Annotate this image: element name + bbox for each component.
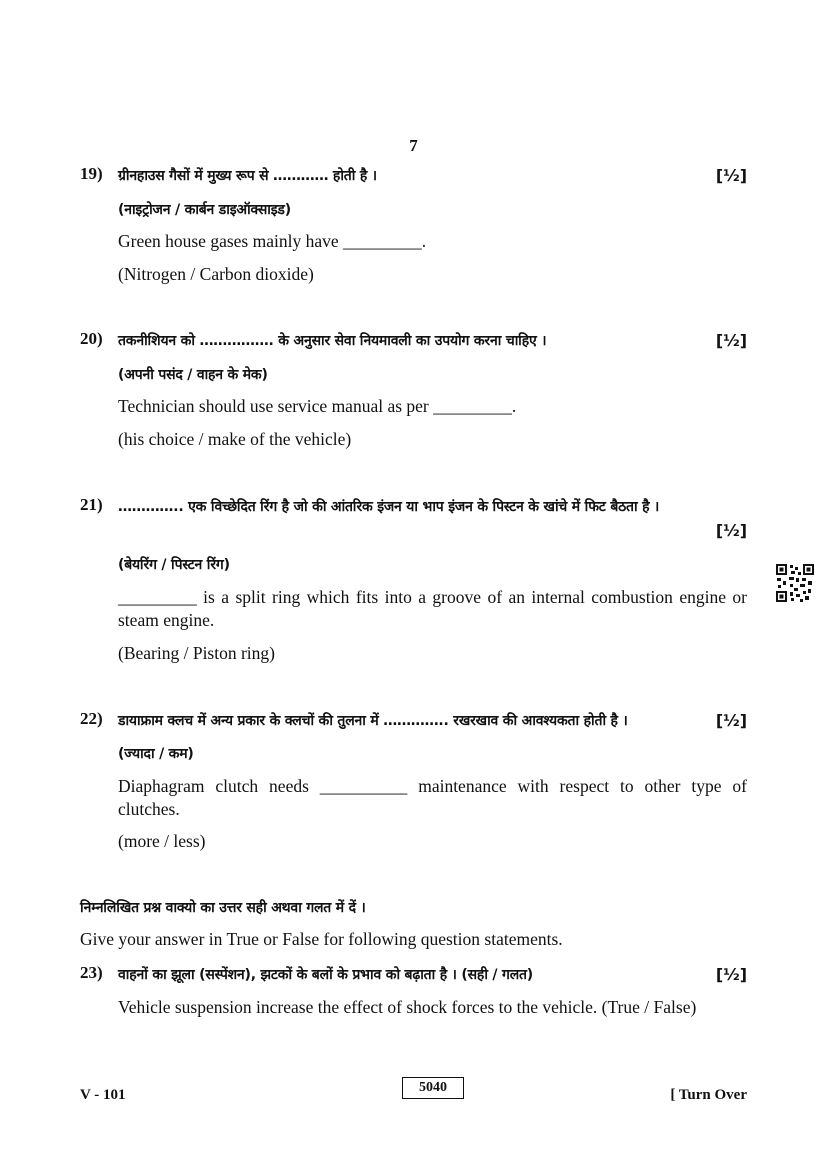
question-marks: [½] [715, 521, 747, 540]
question-english: Green house gases mainly have _________. [118, 231, 427, 251]
question-number: 21) [80, 495, 103, 514]
english-options: (Nitrogen / Carbon dioxide) [118, 264, 314, 284]
question-marks: [½] [715, 711, 747, 730]
page-code-box: 5040 [402, 1077, 464, 1099]
question-marks: [½] [715, 331, 747, 350]
question-hindi: वाहनों का झूला (सस्पेंशन), झटकों के बलों के प्रभाव को बढ़ाता है । (सही / गलत) [118, 967, 533, 983]
question-hindi: ग्रीनहाउस गैसों में मुख्य रूप से ………… होती है । [118, 168, 377, 184]
question-marks: [½] [715, 166, 747, 185]
english-options: (more / less) [118, 831, 206, 851]
english-options: (Bearing / Piston ring) [118, 643, 275, 663]
question-hindi: तकनीशियन को ……………. के अनुसार सेवा नियमावली का उपयोग करना चाहिए । [118, 333, 547, 349]
hindi-options: (नाइट्रोजन / कार्बन डाइऑक्साइड) [118, 202, 291, 218]
question-hindi: डायाफ्राम क्लच में अन्य प्रकार के क्लचों की तुलना में ………….. रखरखाव की आवश्यकता होती है । [118, 713, 628, 729]
section-instruction-english: Give your answer in True or False for following question statements. [80, 929, 563, 949]
question-english: Diaphagram clutch needs __________ maintenance with respect to other type of clutches. [118, 776, 747, 819]
question-english: _________ is a split ring which fits into a groove of an internal combustion engine or steam engine. [118, 587, 747, 630]
turn-over-label: [ Turn Over [670, 1087, 747, 1103]
section-instruction-hindi: निम्नलिखित प्रश्न वाक्यो का उत्तर सही अथवा गलत में दें । [80, 900, 366, 916]
question-number: 22) [80, 709, 103, 728]
question-marks: [½] [715, 965, 747, 984]
paper-code: V - 101 [80, 1087, 126, 1103]
question-number: 23) [80, 963, 103, 982]
english-options: (his choice / make of the vehicle) [118, 429, 352, 449]
page-number: 7 [409, 136, 418, 155]
question-english: Vehicle suspension increase the effect of shock forces to the vehicle. (True / False) [118, 997, 697, 1017]
hindi-options: (बेयरिंग / पिस्टन रिंग) [118, 557, 230, 573]
hindi-options: (ज्यादा / कम) [118, 746, 194, 762]
qr-code-icon [776, 564, 814, 602]
question-english: Technician should use service manual as per _________. [118, 396, 517, 416]
question-number: 20) [80, 329, 103, 348]
hindi-options: (अपनी पसंद / वाहन के मेक) [118, 367, 268, 383]
question-hindi: ………….. एक विच्छेदित रिंग है जो की आंतरिक इंजन या भाप इंजन के पिस्टन के खांचे में फिट बैठता है । [118, 499, 660, 515]
question-number: 19) [80, 164, 103, 183]
